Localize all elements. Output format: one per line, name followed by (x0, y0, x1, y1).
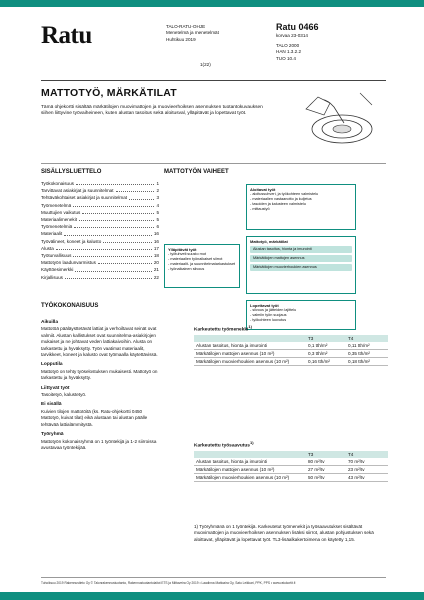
performance-header-row (194, 451, 388, 458)
toc-dots (129, 194, 154, 199)
toc-item-page: 16 (153, 238, 159, 244)
toc-dots (116, 187, 155, 192)
flow-maint-box (164, 244, 240, 288)
tuo-code: TUO 10.4 (276, 55, 296, 61)
performance-heading-sup: 1) (249, 440, 254, 445)
row-t3: 0,16 tth/m² (308, 358, 330, 364)
overview-heading: TYÖKOKONAISUUS (41, 303, 99, 309)
flow-list-item: - työnaikainen siivous (168, 267, 205, 271)
han-code: HAN 1.3.2.2 (276, 49, 302, 55)
toc-item (41, 245, 159, 252)
flow-list-item: - työtuhveli:suusto mot (168, 252, 206, 256)
overview-subheading: Ei sisällä (41, 402, 62, 408)
workload-col-t4: T4 (348, 335, 354, 341)
overview-subheading: Aikuilla (41, 320, 59, 325)
toc-item-page: 5 (156, 209, 159, 215)
row-label: Märkätilojen muovierhoukien asennus (10 m²) (196, 474, 290, 480)
toc-item (41, 252, 159, 259)
row-t3: 0,3 tth/m² (308, 350, 328, 356)
toc-dots (74, 223, 154, 228)
workload-heading-sup: 1) (248, 324, 252, 329)
toc-item (41, 194, 159, 201)
performance-col-t4: T4 (348, 451, 354, 457)
toc-item-page: 20 (153, 260, 159, 266)
header-subtitle: Menetelmä ja menetelmät (166, 30, 219, 36)
toc-item-label: Työmenetelmiä (41, 224, 73, 230)
flow-main-title: Mattotyö, märkätilat (250, 239, 288, 244)
toc-item-label: Työkokonaisuus (41, 181, 74, 186)
table-row (194, 466, 388, 474)
toc-item-label: Tarvittavat asiakirjat ja suunnitelmat (41, 188, 114, 194)
toc-item (41, 259, 159, 266)
toc-item-page: 18 (153, 253, 159, 259)
toc-dots (98, 259, 152, 264)
toc-item-label: Käyttöesimerkki (41, 267, 74, 273)
page-title: MATTOTYÖ, MÄRKÄTILAT (41, 87, 177, 99)
row-t3: 80 m²/tv (308, 458, 325, 464)
toc-heading: SISÄLLYSLUETTELO (41, 169, 102, 175)
flow-end-list (250, 308, 352, 323)
top-accent-bar (0, 0, 424, 7)
row-t3: 27 m²/tv (308, 466, 325, 472)
toc-item-page: 3 (156, 195, 159, 201)
flow-list-item: - valmiin työn suojaus (250, 313, 287, 317)
toc-dots (73, 202, 154, 207)
toc-item (41, 238, 159, 245)
row-t4: 0,35 tth/m² (348, 350, 370, 356)
flow-list-item: - materiaalien työnaikaiset siirrot (168, 257, 223, 261)
row-label: Alustan tasoitus, hionta ja imurointi (196, 458, 267, 464)
toc-item-label: Materiaalit (41, 231, 63, 237)
footer-text: Tuhoiksuu 2019 Rakennustieto Oy © Talonrakennustuotanto, Rakennustuotantolaitot ETS ja Mittaveira Oy 2019 • Laadinna Mattoaira Oy, Satu Leikkari, PPK, PPS • www.ratukortit.fi (41, 581, 296, 585)
toc-item-page: 4 (156, 202, 159, 208)
flow-list-item: - siivous ja jätteiden lajittelu (250, 308, 297, 312)
row-label: Märkätilojen mattojen asennus (10 m²) (196, 466, 275, 472)
footer-divider (41, 577, 386, 578)
toc-dots (103, 238, 152, 243)
talo-code: TALO 2000 (276, 43, 300, 49)
flow-heading: MATTOTYÖN VAIHEET (164, 169, 229, 175)
toc-item-label: Kirjallisuus (41, 274, 63, 280)
header-date: Huhtikuu 2019 (166, 36, 196, 42)
workload-table-heading (194, 324, 388, 333)
header-codes (276, 22, 319, 62)
toc-item-label: Mattotyön laadunvarmistus (41, 260, 96, 266)
table-row (194, 342, 388, 350)
toc-item-page: 1 (156, 181, 159, 186)
toc-item-page: 6 (156, 224, 159, 230)
row-label: Märkätilojen mattojen asennus (10 m²) (196, 350, 275, 356)
overview-subheading: Lopputila (41, 362, 63, 368)
flow-list-item: - mittaustyö (250, 207, 270, 211)
toc-item-page: 21 (153, 267, 159, 273)
toc-dots (76, 180, 154, 185)
overview-paragraph: Kuivien tilojen mattotöitä (ks. Ratu-ohjekortti 0450 Mattotyö, kuivat tilat) eikä alustaan tai alustan päälle tehtävää lattialämmitystä. (41, 408, 148, 427)
toc-item-label: Työvälineet, koneet ja kalusto (41, 238, 102, 244)
toc-item-label: Työturvallisuus (41, 253, 72, 259)
toc-item (41, 274, 159, 281)
row-t4: 43 m²/tv (348, 474, 365, 480)
workload-col-t3: T3 (308, 335, 314, 341)
performance-col-label (194, 452, 308, 457)
toc-item-label: Alusta (41, 245, 54, 251)
flow-prep-box (246, 184, 356, 230)
toc-item (41, 230, 159, 237)
flow-list-item: - työkohteen luovutus (250, 318, 287, 322)
toc-item (41, 223, 159, 230)
overview-paragraph: Mattotöä pääläysttetävät lattiat ja verhoiltavat seinät ovat valmiit. Alustan kallistukset ovat suunnitelma-asiakirjojen mukaiset ja ne johtavat veden lattiakaivoihin. Alusta on tarkastettu ja hyväksytty. Työn vaatimat materiaalit, tarvikkeet, koneet ja kalusto ovat työmaalla käytettävissä. (41, 326, 158, 358)
performance-table (194, 440, 388, 482)
overview-paragraph: Mattotyö on tehty työselostuksen mukaisesti. Mattotyö on tarkastettu ja hyväksytty. (41, 368, 158, 381)
bottom-accent-bar (0, 592, 424, 600)
row-t4: 23 m²/tv (348, 466, 365, 472)
toc-item-label: Työmenetelmä (41, 202, 72, 208)
workload-rows (194, 342, 388, 366)
row-t3: 50 m²/tv (308, 474, 325, 480)
performance-heading-text: Karkeutettu työsaavutus (194, 443, 250, 449)
header-org: TALO-RATU-OHJE (166, 24, 206, 29)
overview-subheading: Liittyvät työt (41, 385, 70, 391)
table-row (194, 358, 388, 366)
performance-col-t3: T3 (308, 451, 314, 457)
overview-paragraph: Mattotyön kokonaisryhmä on 1 työntekijä ja 1-2 siirroissa avustavaa työntekijää. (41, 438, 157, 450)
toc-item-page: 17 (153, 245, 159, 251)
floor-drain-illustration (300, 85, 380, 157)
table-row (194, 458, 388, 466)
flow-end-title: Lopettavat työt (250, 303, 279, 308)
toc-dots (73, 252, 151, 257)
replaces-code: korvaa 23-0314 (276, 33, 308, 38)
card-code: Ratu 0466 (276, 22, 319, 32)
ratu-logo: Ratu (41, 22, 92, 49)
toc-dots (82, 209, 154, 214)
work-phase-flowchart (164, 168, 388, 322)
workload-heading-text: Karkeutettu työmenekki (194, 327, 249, 333)
toc-item-label: Tehtäväkohtaiset asiakirjat ja suunnitelmat (41, 195, 128, 201)
row-label: Märkätilojen muovierhoukien asennus (10 m²) (196, 358, 290, 364)
table-row (194, 350, 388, 358)
toc-item (41, 202, 159, 209)
toc-item (41, 180, 159, 187)
header-meta (166, 24, 219, 43)
toc-item-label: Materiaalimenekit (41, 217, 77, 223)
flow-list-item: - materiaalit- ja suunnitelmatarkastukset (168, 262, 236, 266)
toc-dots (65, 274, 152, 279)
flow-prep-title: Aloitavat työt (250, 187, 276, 192)
flow-list-item: - tasoiden ja kalusteen valmistelu (250, 202, 306, 206)
workload-header-row (194, 335, 388, 342)
flow-list-item: - materiaalien vastaanotto ja kuljetus (250, 197, 312, 201)
page-number: 1(22) (200, 62, 211, 67)
toc-dots (79, 216, 154, 221)
performance-rows (194, 458, 388, 482)
toc-dots (64, 230, 152, 235)
overview-paragraph: Tasoitetyö, kalustetyö. (41, 392, 87, 398)
toc-item-page: 5 (156, 217, 159, 223)
footnote: 1) Työryhmänä on 1 työntekijä. Karkeutetut työmenekit ja työsaavutukset sisältävät muovimattojen ja muovieerhoiksen asennuksen lisäksi siirrot, alustan pohjustuksen sekä aloittavat, ylläpitävät ja lopettavat työt. TL3-lisäalkakertoimena on käytetty 1,15. (194, 524, 374, 542)
performance-table-heading (194, 440, 388, 449)
flow-maint-title: Ylläpitävät työt (168, 247, 197, 252)
row-t4: 0,18 tth/m² (348, 358, 370, 364)
toc-item-page: 16 (153, 231, 159, 237)
row-label: Alustan tasoitus, hionta ja imurointi (196, 342, 267, 348)
toc-item-label: Muuttujien vaikutus (41, 209, 81, 215)
overview-sections (41, 316, 159, 452)
toc-dots (56, 245, 152, 250)
toc-dots (75, 266, 151, 271)
toc-item (41, 216, 159, 223)
toc-item-page: 2 (156, 188, 159, 194)
flow-main-pills (250, 246, 352, 271)
overview-subheading: Työryhmä (41, 432, 64, 438)
section-divider (41, 163, 386, 164)
toc-item (41, 209, 159, 216)
toc-item-page: 22 (153, 274, 159, 280)
workload-table (194, 324, 388, 366)
intro-text: Tämä ohjekortti sisältää märkätilojen muovimattojen ja muovieerhoiksen asennuksen tuotantokuvauksen siihen liittyvine työvaiheineen, kuten alustan tasoitus sekä aloitusval, ylläpitävät ja lopettavat työt. (41, 105, 263, 117)
row-t3: 0,1 tth/m² (308, 342, 328, 348)
toc-item (41, 266, 159, 273)
row-t4: 70 m²/tv (348, 458, 365, 464)
flow-maint-list (168, 252, 236, 272)
table-of-contents (41, 180, 159, 281)
flow-phase-pill: Alustan tasoitus, hionta ja imurointi (250, 246, 352, 253)
flow-list-item: - aloitussuhveri, ja työkohteen valmistelu (250, 192, 319, 196)
table-row (194, 474, 388, 482)
flow-phase-pill: Märkätilojen muovierhoukien asennus (250, 264, 352, 271)
toc-item (41, 187, 159, 194)
flow-prep-list (250, 192, 352, 212)
row-t4: 0,11 tth/m² (348, 342, 370, 348)
flow-phase-pill: Märkätilojen mattojen asennus (250, 255, 352, 262)
flow-main-box (246, 236, 356, 294)
workload-col-label (194, 336, 308, 341)
header-divider (41, 80, 386, 81)
